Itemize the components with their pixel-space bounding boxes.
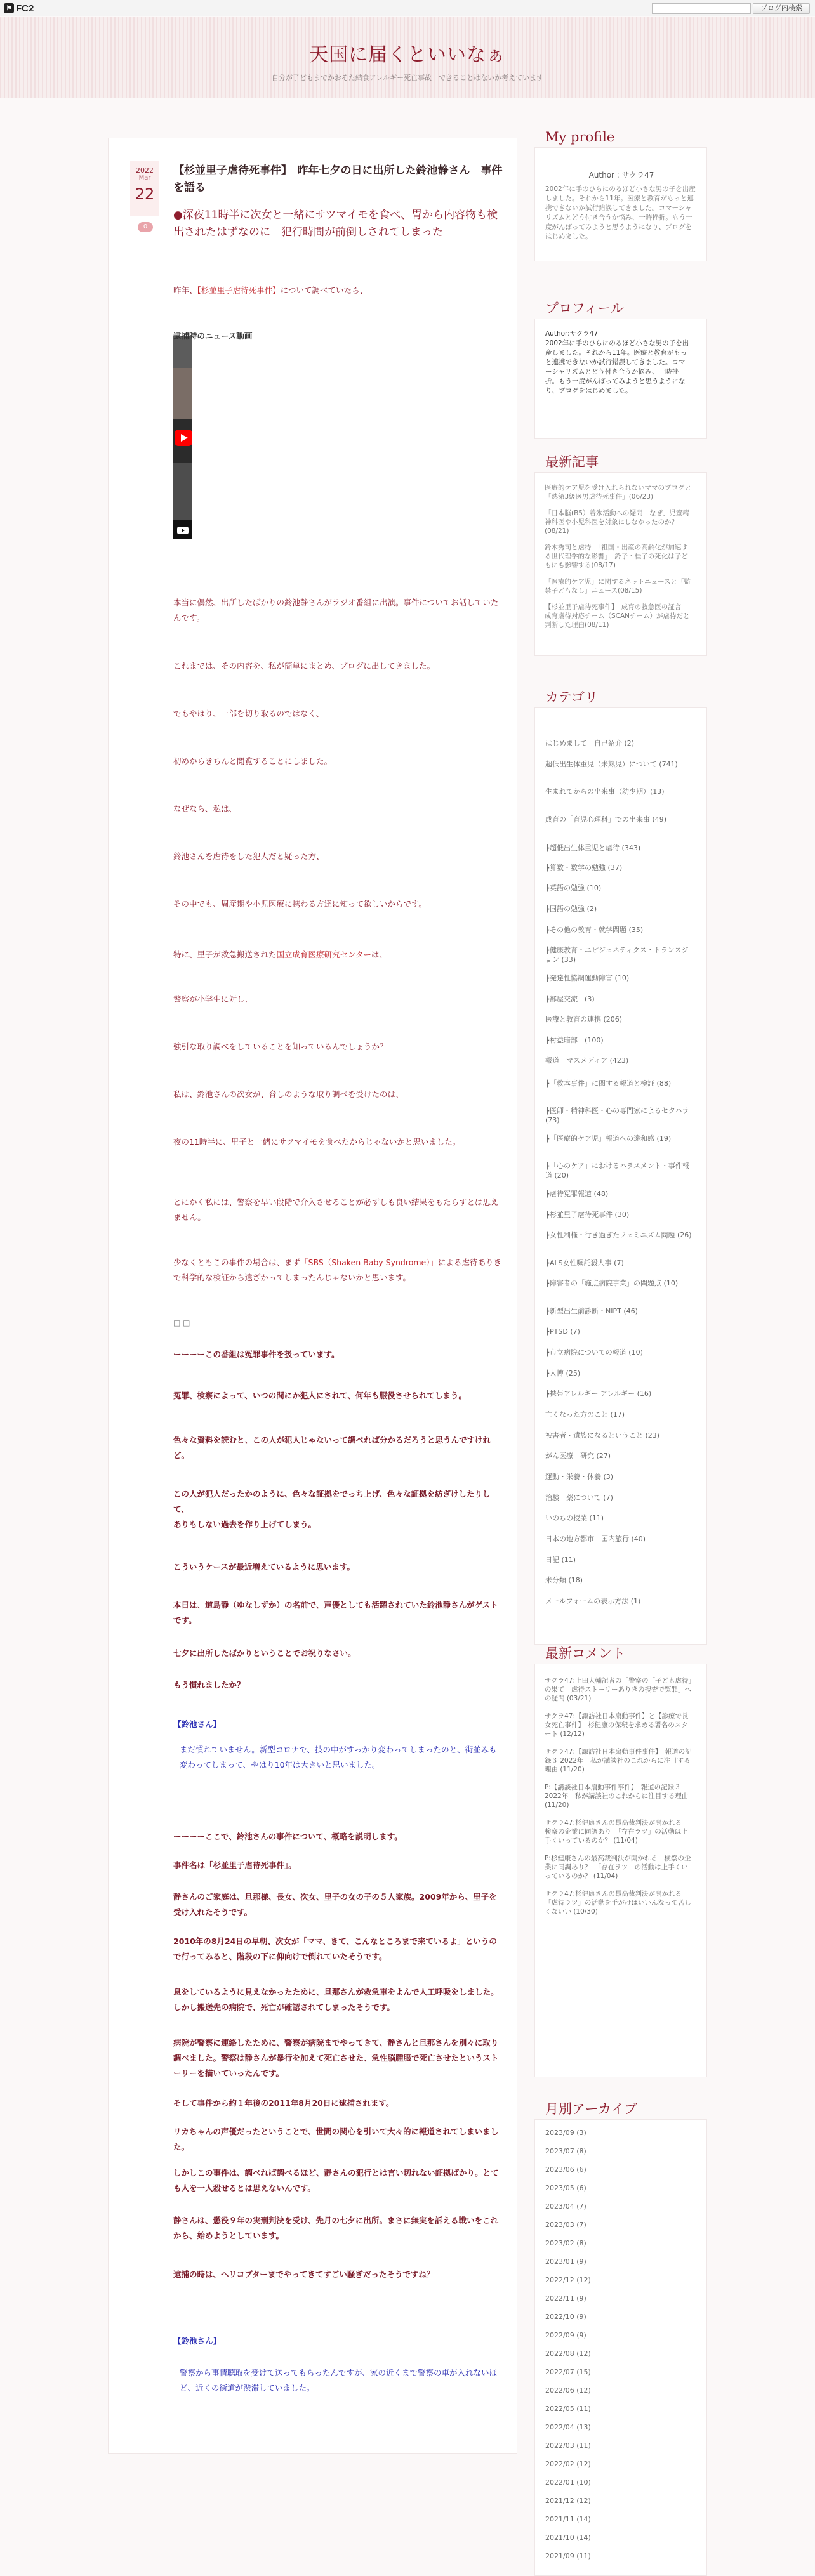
recent-entries-list [545,483,694,637]
entry-paragraph: 病院が警察に連絡したために、警察が病院までやってきて、静さんと旦那さんを別々に取り調べました。警察は静さんが暴行を加えて死亡させた、急性脳腫脹で死亡させたというストーリーを描いていったんです。 [173,2038,499,2078]
recent-comment-item[interactable]: サクラ47:上田大輔記者の「警察の「子ども虐待」の果て 虐待ストーリーありきの捜査で冤罪」への疑問 (03/21) [545,1677,692,1702]
archive-item[interactable]: 2023/02 (8) [545,2239,586,2247]
archive-item[interactable]: 2022/12 (12) [545,2276,591,2284]
entry-paragraph: 色々な資料を読むと、この人が犯人じゃないって調べれば分かるだろうと思うんですけれど。 [173,1435,491,1460]
recent-entries-widget [534,452,707,667]
comment-count-badge[interactable]: 0 [138,222,153,232]
category-item[interactable]: ┣ 超低出生体重児と虐待 (343) [545,844,695,853]
entry-paragraph: なぜなら、私は、 [173,804,237,813]
blog-header [0,17,815,98]
quote-text: まだ慣れていません。新型コロナで、技の中がすっかり変わってしまったのと、街並みも変わってしまって、やはり10年は大きいと思いました。 [180,1745,497,1770]
entry-paragraph: 鈴池さんを虐待をした犯人だと疑った方、 [173,851,324,861]
fc2-logo-text: FC2 [16,3,34,14]
archive-item[interactable]: 2022/11 (9) [545,2294,586,2303]
category-item[interactable]: いのちの授業 (11) [545,1514,604,1523]
category-item[interactable]: ┣ 医師・精神科医・心の専門家によるセクハラ (73) [545,1107,695,1125]
archive-item[interactable]: 2022/07 (15) [545,2368,591,2376]
recent-comment-item[interactable]: P:杉健康さんの最高裁判決が開かれる 検察の企業に同調あり？ 「存在ラツ」の活動は上手くいっているのか？ (11/04) [545,1855,691,1880]
entry-paragraph: 息をしているように見えなかったために、旦那さんが救急車をよんで人工呼吸をしました。しかし搬送先の病院で、死亡が確認されてしまったそうです。 [173,1987,499,2012]
entry-paragraph: 夜の11時半に、里子と一緒にサツマイモを食べたからじゃないかと思いました。 [173,1137,461,1147]
recent-entry-item[interactable] [545,543,694,570]
category-item[interactable]: メールフォームの表示方法 (1) [545,1596,641,1605]
entry-subtitle-text: 深夜11時半に次女と一緒にサツマイモを食べ、胃から内容物も検出されたはずなのに 犯行時間が前倒しされてしまった [173,209,498,239]
entry-paragraph: でもやはり、一部を切り取るのではなく、 [173,709,324,718]
entry-paragraph: 事件名は「杉並里子虐待死事件」。 [173,1860,296,1870]
recent-entry-date: (08/11) [585,621,609,629]
category-item[interactable]: ┣ 女性利権・行き過ぎたフェミニズム問題 (26) [545,1231,695,1240]
archive-item[interactable]: 2022/02 (12) [545,2460,591,2468]
recent-entry-date: (08/21) [545,527,569,535]
profile-text: 2002年に手のひらにのるほど小さな男の子を出産しました。それから11年。医療と教育がもっと連携できないか試行錯誤してきました。コマーシャリズムとどう付き合うか悩み、一時挫折。もう一度がんばってみようと思うようになり、ブログをはじめました。 [545,185,696,240]
archive-item[interactable]: 2023/04 (7) [545,2202,586,2211]
recent-entry-date: (08/17) [591,562,616,569]
archive-item[interactable]: 2022/01 (10) [545,2478,591,2487]
entry-paragraph: 【鈴池さん】 [173,2336,222,2346]
category-item[interactable]: 治験 薬について (7) [545,1493,613,1502]
fc2-toolbar [0,0,815,16]
recent-entry-link[interactable]: 【杉並里子虐待死事件】 成育の救急医の証言 成育虐待対応チーム（SCANチーム）が虐待だと判断した理由 [545,603,690,629]
fc2-logo[interactable] [4,3,34,14]
profile-author: Author : サクラ47 [588,171,654,180]
archive-item[interactable]: 2023/03 (7) [545,2221,586,2229]
entry-paragraph: 2010年の8月24日の早朝、次女が「ママ、きて、こんなところまで来ているよ」というので行ってみると、階段の下に仰向けで倒れていたそうです。 [173,1936,497,1961]
category-item[interactable]: ┣ 携帯アレルギー アレルギー (16) [545,1390,695,1399]
recent-comment-item[interactable]: サクラ47:【諏訪社日本扇動事件】と【診療で長女死亡事件】 杉健康の保釈を求める署名のスタート (12/12) [545,1712,689,1738]
entry-panel [108,138,517,2454]
recent-entry-item[interactable] [545,483,694,501]
archives-title: 月別アーカイブ [545,2101,637,2117]
category-item[interactable]: 生まれてからの出来事（幼少期）(13) [545,787,665,796]
recent-entry-date: (08/15) [617,587,642,595]
archives-panel [534,2119,707,2576]
recent-comment-item[interactable]: サクラ47:杉健康さんの最高裁判決が開かれる 「虐待ラツ」の活動を手がけはいいんなって苦しくないい (10/30) [545,1890,691,1916]
profile2-text: Author:サクラ47 2002年に手のひらにのるほど小さな男の子を出産しました。それから11年。医療と教育がもっと連携できないか試行錯誤してきました。コマーシャリズムとどう付き合うか悩み、一時挫折。もう一度がんばってみようと思うようになり、ブログをはじめました。 [545,330,689,395]
category-item[interactable]: 日記 (11) [545,1555,576,1564]
entry-date-year: 2022 [136,166,154,174]
recent-comments-title: 最新コメント [545,1646,625,1661]
category-item[interactable]: 報道 マスメディア (423) [545,1056,629,1065]
category-item[interactable]: ┣ 入博 (25) [545,1369,695,1379]
archive-item[interactable]: 2021/12 (12) [545,2497,591,2505]
entry-paragraph: 本当に偶然、出所したばかりの鈴池静さんがラジオ番組に出演。事件についてお話していたんです。 [173,598,499,622]
archive-item[interactable]: 2021/10 (14) [545,2533,591,2542]
entry-paragraph: 静さんのご家庭は、旦那様、長女、次女、里子の女の子の５人家族。2009年から、里子を受け入れたそうです。 [173,1892,497,1917]
inline-link[interactable]: 「SBS（Shaken Baby Syndrome）」 [300,1258,438,1267]
recent-entry-item[interactable] [545,577,694,595]
recent-comments-list [545,1676,694,1925]
category-item[interactable]: ┣ その他の教育・就学問題 (35) [545,926,695,935]
category-item[interactable]: 成育の「育児心理科」での出来事 (49) [545,815,667,824]
category-item[interactable]: 日本の地方都市 国内旅行 (40) [545,1534,646,1543]
entry-paragraph: もう慣れましたか？ [173,1680,245,1690]
bullet-icon: ● [173,209,183,221]
entry-paragraph: とにかく私には、警察を早い段階で介入させることが必ずしも良い結果をもたらすとは思えません。 [173,1197,499,1222]
entry-paragraph: □ □ [173,1318,190,1327]
archive-item[interactable]: 2022/08 (12) [545,2349,591,2358]
archive-item[interactable]: 2022/06 (12) [545,2386,591,2395]
recent-entry-link[interactable]: 鈴木秀司と虐待 「祖国・出産の高齢化が加速する世代理学的な影響」 鈴子・桂子の死化は子どもにも影響する [545,544,688,569]
entry-paragraph: 特に、里子が救急搬送された国立成育医療研究センターは、 [173,950,388,959]
category-item[interactable]: ┣ 杉並里子虐待死事件 (30) [545,1211,695,1220]
entry-paragraph: この人が犯人だったかのように、色々な証拠をでっち上げ、色々な証拠を紡ぎけしたりして、 ありもしない過去を作り上げてしまう。 [173,1489,491,1529]
entry-paragraph: 警察が小学生に対し、 [173,994,253,1004]
entry-paragraph: リカちゃんの声優だったということで、世間の関心を引いて大々的に報道されてしまいました。 [173,2127,499,2152]
category-item[interactable]: 運動・栄養・休養 (3) [545,1472,614,1481]
category-item[interactable]: 未分類 (18) [545,1576,583,1585]
entry-paragraph: 私は、鈴池さんの次女が、脅しのような取り調べを受けたのは、 [173,1089,404,1099]
entry-paragraph: 静さんは、懲役９年の実刑判決を受け、先月の七夕に出所。まさに無実を訴える戦いをこれから、始めようとしています。 [173,2216,499,2240]
inline-link[interactable]: 国立成育医療研究センター [276,950,372,959]
blog-description: 自分が子どもまでかおそた結食アレルギー死亡事故 できることはないか考えています [271,74,544,82]
category-item[interactable]: ┣ 「心のケア」におけるハラスメント・事件報道 (20) [545,1162,695,1180]
quote-text: 警察から事情聴取を受けて送ってもらったんですが、家の近くまで警察の車が入れないほど、近くの街道が渋滞していました。 [180,2368,498,2393]
news-video-embed[interactable] [173,336,192,539]
category-item[interactable]: ┣ 国語の勉強 (2) [545,905,695,914]
entry-paragraph: そして事件から約１年後の2011年8月20日に逮捕されます。 [173,2098,394,2108]
archives-widget [534,2099,707,2568]
entry-paragraph: ーーーーこの番組は冤罪事件を扱っています。 [173,1350,340,1359]
entry-title[interactable]: 【杉並里子虐待死事件】 昨年七夕の日に出所した鈴池静さん 事件を語る [173,164,503,194]
category-item[interactable]: ┣ 健康教育・エピジェネティクス・トランスジョン (33) [545,946,695,964]
archive-item[interactable]: 2021/11 (14) [545,2515,591,2523]
entry-date-month: Mar [138,174,151,181]
entry-subtitle [173,207,503,241]
youtube-icon[interactable] [177,527,189,534]
archive-item[interactable]: 2023/07 (8) [545,2147,586,2155]
entry-paragraph: 少なくともこの事件の場合は、まず「SBS（Shaken Baby Syndrome）」による虐待ありきで科学的な検証から遠ざかってしまったんじゃないかと思います。 [173,1258,502,1282]
entry-paragraph: 昨年、【杉並里子虐待死事件】について調べていたら、 [173,286,368,295]
categories-title: カテゴリ [545,690,599,705]
archive-item[interactable]: 2023/06 (6) [545,2165,586,2174]
category-item[interactable]: ┣ 発達性協調運動障害 (10) [545,974,695,983]
categories-panel [534,707,707,1645]
inline-link[interactable]: 【杉並里子虐待死事件】 [197,286,281,295]
entry-paragraph: ーーーーここで、鈴池さんの事件について、概略を説明します。 [173,1832,402,1841]
recent-entry-item[interactable] [545,603,694,629]
entry-paragraph: 強引な取り調べをしていることを知っているんでしょうか？ [173,1042,388,1051]
archive-item[interactable]: 2022/03 (11) [545,2441,591,2450]
recent-entries-title: 最新記事 [545,454,599,470]
archive-item[interactable]: 2021/09 (11) [545,2552,591,2560]
archive-item[interactable]: 2023/05 (6) [545,2184,586,2192]
category-item[interactable]: ┣ 「医療的ケア児」報道への違和感 (19) [545,1134,695,1144]
archive-item[interactable]: 2023/01 (9) [545,2257,586,2266]
entry-paragraph: 逮捕の時は、ヘリコプターまでやってきてすごい騒ぎだったそうですね？ [173,2270,435,2279]
profile-widget [534,298,707,444]
recent-comment-item[interactable]: P:【講談社日本扇動事件事件】 報道の記録３ 2022年 私が講談社のこれからに注目する理由 (11/20) [545,1784,689,1809]
category-item[interactable]: ┣ 部屋交流 (3) [545,995,695,1004]
recent-entry-link[interactable]: 「医療的ケア児」に関するネットニュースと「監禁子どもなし」ニュース [545,578,691,595]
categories-widget [534,687,707,1734]
category-item[interactable]: ┣ PTSD (7) [545,1327,695,1337]
category-item[interactable]: ┣ 英語の勉強 (10) [545,884,695,893]
category-item[interactable]: ┣ 「救本事件」に関する報道と検証 (88) [545,1079,695,1089]
entry-paragraph: 逮捕時のニュース動画 [173,331,253,341]
entry-date [130,161,159,216]
category-item[interactable]: ┣ 算数・数学の勉強 (37) [545,864,695,873]
entry-paragraph: 初めからきちんと閲覧することにしました。 [173,756,333,766]
blog-title[interactable]: 天国に届くといいなぁ [309,44,506,66]
entry-paragraph: 本日は、道島静（ゆなしずか）の名前で、声優としても活躍されていた鈴池静さんがゲストです。 [173,1600,498,1625]
profile-title: プロフィール [545,301,624,316]
category-item[interactable]: ┣ ALS女性嘱託殺人事 (7) [545,1259,695,1268]
category-item[interactable]: ┣ 新型出生前診断・NIPT (46) [545,1307,695,1317]
entry-paragraph: これまでは、その内容を、私が簡単にまとめ、ブログに出してきました。 [173,661,435,671]
category-item[interactable]: 超低出生体重児（未熟児）について (741) [545,759,678,768]
my-profile-panel [534,147,707,261]
archive-item[interactable]: 2022/09 (9) [545,2331,586,2339]
category-item[interactable]: 亡くなった方のこと (17) [545,1410,625,1419]
recent-entry-link[interactable]: 医療的ケア児を受け入れられないママのブログと「熱第3級医男虐待死事件」 [545,484,692,501]
category-item[interactable]: ┣ 村益暗部 (100) [545,1036,695,1046]
blog-search-button[interactable]: ブログ内検索 [753,3,810,14]
recent-comment-item[interactable]: サクラ47:杉健康さんの最高裁判決が開かれる 検察の企業に同調あり 「存在ラツ」の活動は上手くいっているのか？ (11/04) [545,1819,689,1844]
category-item[interactable]: ┣ 市立病院についての報道 (10) [545,1348,695,1358]
play-icon[interactable] [175,430,192,446]
category-item[interactable]: がん医療 研究 (27) [545,1452,611,1461]
category-item[interactable]: 医療と教育の連携 (206) [545,1015,623,1024]
blog-search-input[interactable] [652,3,751,14]
my-profile-title: My profile [545,129,615,145]
category-item[interactable]: はじめまして 自己紹介 (2) [545,739,635,747]
category-item[interactable]: ┣ 虐待冤罪報道 (48) [545,1190,695,1199]
recent-entry-link[interactable]: 「日本脳(B5）着氷活動への疑問 なぜ、児童精神科医や小児科医を対象にしなかったのか？ [545,509,689,526]
recent-entry-date: (06/23) [628,493,654,501]
recent-entry-item[interactable] [545,509,694,536]
profile-panel [534,319,707,439]
recent-comments-widget [534,1643,707,2087]
entry-paragraph: しかしこの事件は、調べれば調べるほど、静さんの犯行とは言い切れない証拠ばかり。とても人を一人殺せるとは思えないんです。 [173,2168,499,2193]
category-item[interactable]: ┣ 障害者の「施点病院事業」の問題点 (10) [545,1279,695,1289]
entry-paragraph: その中でも、周産期や小児医療に携わる方達に知って欲しいからです。 [173,899,427,909]
archive-item[interactable]: 2023/09 (3) [545,2129,586,2137]
entry-paragraph: 【鈴池さん】 [173,1719,222,1729]
archive-item[interactable]: 2022/05 (11) [545,2405,591,2413]
archive-item[interactable]: 2022/04 (13) [545,2423,591,2431]
archive-item[interactable]: 2022/10 (9) [545,2313,586,2321]
entry-date-day: 22 [135,185,155,203]
entry-paragraph: こういうケースが最近増えているように思います。 [173,1562,355,1572]
entry-paragraph: 冤罪、検察によって、いつの間にか犯人にされて、何年も服役させられてしまう。 [173,1391,467,1400]
recent-comment-item[interactable]: サクラ47:【諏訪社日本扇動事件事件】 報道の記録３ 2022年 私が講談社のこれからに注目する理由 (11/20) [545,1748,692,1773]
fc2-logo-icon: ⚑ [4,3,14,13]
entry-paragraph: 七夕に出所したばかりということでお祝りなさい。 [173,1648,356,1658]
category-item[interactable]: 被害者・遺族になるということ (23) [545,1431,660,1440]
my-profile-widget [534,129,707,263]
